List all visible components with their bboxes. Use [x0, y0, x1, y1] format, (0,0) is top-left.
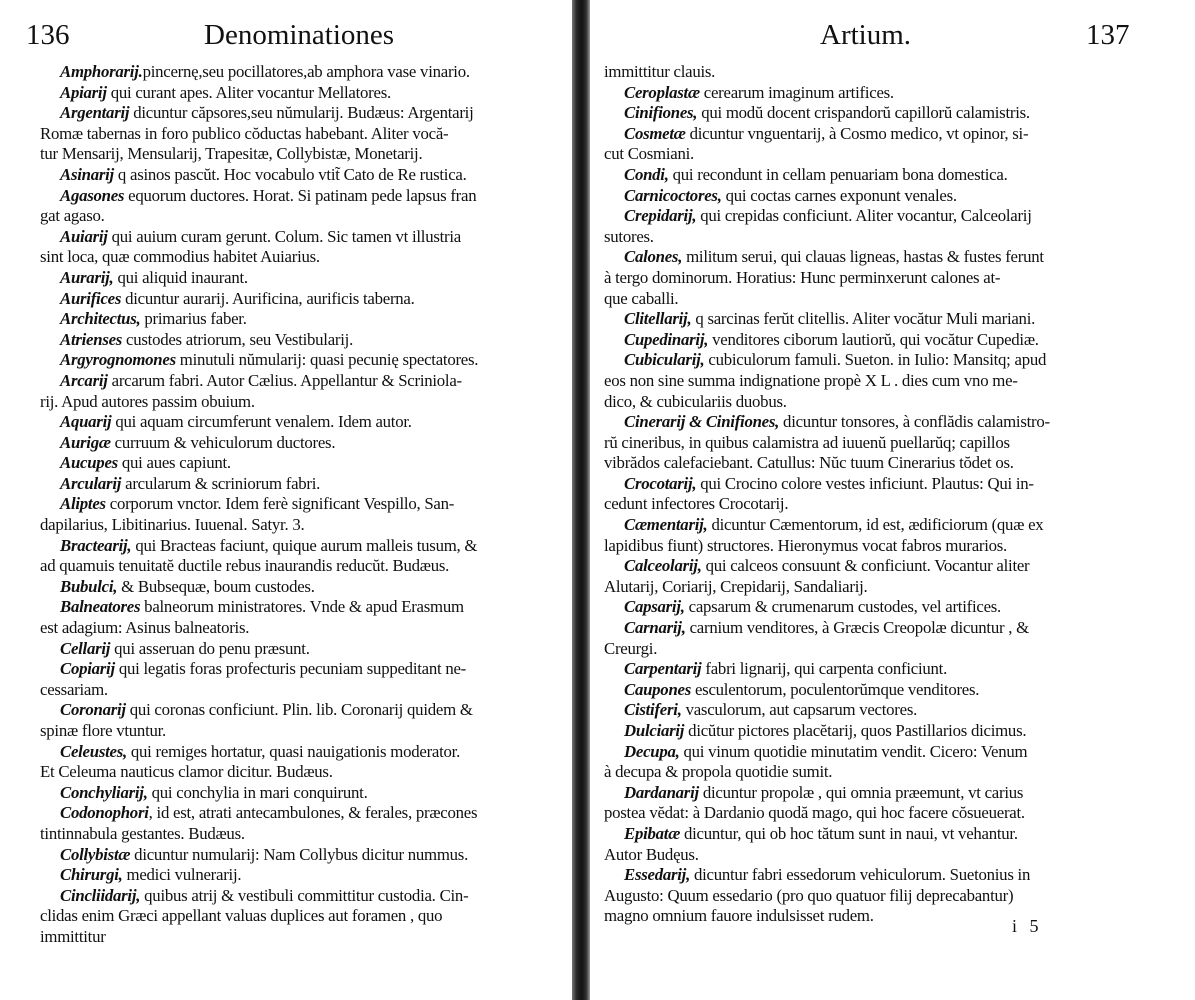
entry-headword: Apiarij: [60, 82, 107, 102]
text-line: [40, 618, 568, 639]
text-line: [604, 680, 1189, 701]
entry-headword: Cinerarij & Cinifiones,: [624, 412, 780, 432]
text-line: [604, 227, 1189, 248]
text-line: [604, 83, 1189, 104]
entry-text: qui aliquid inaurant.: [113, 267, 248, 287]
text-line: [604, 350, 1189, 371]
entry-text: postea vĕdat: à Dardanio quodă mago, qui hoc facere cŏsueuerat.: [604, 803, 1025, 823]
text-line: [40, 453, 568, 474]
entry-text: dicuntur căpsores,seu nŭmularij. Budæus: Argentarij: [129, 103, 474, 123]
text-line: [604, 453, 1189, 474]
entry-text: dicuntur fabri essedorum vehiculorum. Suetonius in: [690, 865, 1031, 885]
entry-headword: Conchyliarij,: [60, 782, 148, 802]
text-line: [604, 742, 1189, 763]
entry-headword: Cellarij: [60, 638, 111, 658]
entry-text: qui Bracteas faciunt, quique aurum malleis tusum, &: [131, 535, 478, 555]
entry-text: qui auium curam gerunt. Colum. Sic tamen vt illustria: [107, 226, 461, 246]
entry-headword: Arcularij: [60, 473, 122, 493]
entry-text: minutuli nŭmularij: quasi pecunię spectatores.: [175, 350, 479, 370]
entry-headword: Calceolarij,: [624, 556, 702, 576]
text-line: [604, 906, 1189, 927]
entry-headword: Agasones: [60, 185, 125, 205]
text-line: [604, 330, 1189, 351]
text-line: [604, 659, 1189, 680]
text-line: [604, 412, 1189, 433]
entry-headword: Cupedinarij,: [624, 329, 709, 349]
entry-headword: Cæmentarij,: [624, 515, 708, 535]
entry-text: corporum vnctor. Idem ferè significant Vespillo, San-: [105, 494, 455, 514]
entry-headword: Collybistæ: [60, 844, 131, 864]
entry-text: spinæ flore vtuntur.: [40, 721, 166, 740]
entry-text: dico, & cubiculariis duobus.: [604, 391, 787, 411]
entry-text: , id est, atrati antecambulones, & ferales, præcones: [148, 803, 478, 823]
text-line: [604, 474, 1189, 495]
entry-headword: Aquarij: [60, 412, 112, 432]
text-line: [40, 289, 568, 310]
text-line: [604, 865, 1189, 886]
text-line: [40, 186, 568, 207]
text-line: [604, 62, 1189, 83]
entry-text: Creurgi.: [604, 638, 658, 658]
entry-text: dicuntur tonsores, à conflădis calamistro-: [779, 412, 1050, 432]
entry-text: qui aues capiunt.: [117, 453, 231, 473]
entry-headword: Cosmetæ: [624, 123, 686, 143]
text-line: [40, 392, 568, 413]
text-line: [604, 556, 1189, 577]
entry-text: carnium venditores, à Græcis Creopolæ dicuntur , &: [685, 618, 1029, 638]
entry-headword: Ceroplastæ: [624, 82, 700, 102]
entry-text: qui aquam circumferunt venalem. Idem autor.: [111, 412, 412, 432]
entry-text: arcarum fabri. Autor Cælius. Appellantur & Scriniola-: [107, 370, 462, 390]
text-line: [40, 906, 568, 927]
text-line: [40, 762, 568, 783]
text-line: [604, 886, 1189, 907]
text-line: [40, 371, 568, 392]
entry-headword: Crocotarij,: [624, 473, 697, 493]
entry-text: cut Cosmiani.: [604, 144, 694, 164]
entry-text: sint loca, quæ commodius habitet Auiarius.: [40, 247, 320, 267]
entry-headword: Capsarij,: [624, 597, 685, 617]
entry-text: esculentorum, poculentorŭmque venditores.: [691, 679, 980, 699]
entry-text: custodes atriorum, seu Vestibularij.: [122, 329, 354, 349]
left-running-head: Denominationes: [204, 19, 395, 51]
entry-headword: Balneatores: [60, 597, 141, 617]
entry-text: eos non sine summa indignatione propè X L . dies cum vno me-: [604, 370, 1018, 390]
text-line: [604, 144, 1189, 165]
text-line: [40, 577, 568, 598]
entry-headword: Chirurgi,: [60, 865, 123, 885]
text-line: [604, 577, 1189, 598]
entry-text: qui asseruan do penu præsunt.: [110, 638, 310, 658]
entry-text: clidas enim Græci appellant valuas duplices aut foramen , quo: [40, 906, 443, 926]
entry-headword: Amphorarij.: [60, 62, 143, 81]
entry-text: qui vinum quotidie minutatim vendit. Cicero: Venum: [679, 741, 1028, 761]
text-line: [604, 639, 1189, 660]
text-line: [40, 639, 568, 660]
entry-text: dicuntur, qui ob hoc tătum sunt in naui, vt vehantur.: [680, 823, 1018, 843]
text-line: [40, 103, 568, 124]
text-line: [40, 721, 568, 742]
entry-headword: Atrienses: [60, 329, 123, 349]
text-line: [40, 124, 568, 145]
text-line: [604, 392, 1189, 413]
text-line: [40, 556, 568, 577]
entry-headword: Condi,: [624, 164, 669, 184]
entry-text: cedunt infectores Crocotarij.: [604, 494, 789, 514]
entry-text: vasculorum, aut capsarum vectores.: [681, 700, 918, 720]
text-line: [40, 865, 568, 886]
text-line: [40, 165, 568, 186]
entry-headword: Aliptes: [60, 494, 106, 514]
entry-text: dicuntur Cæmentorum, id est, ædificiorum (quæ ex: [707, 515, 1044, 535]
text-line: [604, 536, 1189, 557]
text-line: [40, 433, 568, 454]
text-line: [604, 494, 1189, 515]
entry-headword: Cincliidarij,: [60, 885, 141, 905]
text-line: [40, 927, 568, 948]
entry-text: immittitur clauis.: [604, 62, 716, 81]
text-line: [40, 700, 568, 721]
text-line: [604, 186, 1189, 207]
entry-headword: Aurifices: [60, 288, 122, 308]
entry-headword: Copiarij: [60, 659, 115, 679]
text-line: [604, 309, 1189, 330]
entry-text: cessariam.: [40, 679, 108, 699]
entry-text: qui recondunt in cellam penuariam bona domestica.: [668, 164, 1008, 184]
entry-text: sutores.: [604, 226, 654, 246]
text-line: [40, 742, 568, 763]
text-line: [604, 762, 1189, 783]
text-line: [40, 474, 568, 495]
text-line: [604, 289, 1189, 310]
text-line: [40, 845, 568, 866]
text-line: [40, 659, 568, 680]
entry-headword: Carnicoctores,: [624, 185, 722, 205]
text-line: [40, 412, 568, 433]
text-line: [40, 144, 568, 165]
entry-text: pincernę,seu pocillatores,ab amphora vase vinario.: [142, 62, 470, 81]
entry-text: rŭ cineribus, in quibus calamistra ad iuuenŭ puellarŭq; capillos: [604, 432, 1010, 452]
right-running-head: Artium.: [820, 19, 912, 51]
entry-text: curruum & vehiculorum ductores.: [110, 432, 336, 452]
entry-text: dicuntur numularij: Nam Collybus dicitur nummus.: [130, 844, 469, 864]
entry-text: lapidibus fiunt) structores. Hieronymus vocat fabros murarios.: [604, 535, 1008, 555]
entry-headword: Arcarij: [60, 370, 108, 390]
entry-text: primarius faber.: [140, 309, 247, 329]
entry-headword: Bractearij,: [60, 535, 132, 555]
text-line: [40, 824, 568, 845]
entry-text: qui legatis foras profecturis pecuniam suppeditant ne-: [114, 659, 467, 679]
left-text-block: [40, 62, 568, 948]
entry-text: qui curant apes. Aliter vocantur Mellatores.: [106, 82, 391, 102]
entry-headword: Architectus,: [60, 309, 141, 329]
text-line: [604, 845, 1189, 866]
right-page: [590, 0, 1195, 1000]
text-line: [604, 597, 1189, 618]
entry-headword: Argentarij: [60, 103, 130, 123]
entry-text: qui Crocino colore vestes inficiunt. Plautus: Qui in-: [696, 473, 1034, 493]
entry-text: fabri lignarij, qui carpenta conficiunt.: [701, 659, 948, 679]
text-line: [604, 721, 1189, 742]
entry-text: gat agaso.: [40, 206, 105, 226]
entry-text: immittitur: [40, 926, 106, 946]
text-line: [40, 206, 568, 227]
entry-headword: Decupa,: [624, 741, 680, 761]
text-line: [604, 371, 1189, 392]
entry-headword: Clitellarij,: [624, 309, 692, 329]
text-line: [604, 618, 1189, 639]
entry-text: Et Celeuma nauticus clamor dicitur. Budæus.: [40, 762, 333, 782]
text-line: [604, 268, 1189, 289]
entry-text: tur Mensarij, Mensularij, Trapesitæ, Collybistæ, Monetarij.: [40, 144, 423, 164]
entry-text: militum serui, qui clauas ligneas, hastas & fustes ferunt: [682, 247, 1044, 267]
entry-text: qui crepidas conficiunt. Aliter vocantur, Calceolarij: [696, 206, 1032, 226]
entry-text: dapilarius, Libitinarius. Iuuenal. Satyr. 3.: [40, 515, 305, 535]
text-line: [604, 247, 1189, 268]
text-line: [604, 700, 1189, 721]
entry-text: quibus atrij & vestibuli committitur custodia. Cin-: [140, 885, 469, 905]
text-line: [604, 103, 1189, 124]
entry-headword: Asinarij: [60, 164, 114, 184]
text-line: [40, 330, 568, 351]
text-line: [604, 124, 1189, 145]
entry-headword: Cubicularij,: [624, 350, 705, 370]
entry-text: equorum ductores. Horat. Si patinam pede lapsus fran: [124, 185, 477, 205]
entry-text: dicuntur vnguentarij, à Cosmo medico, vt opinor, si-: [685, 123, 1029, 143]
text-line: [40, 536, 568, 557]
entry-text: vibrădos calefaciebant. Catullus: Nŭc tuum Cinerarius tŏdet os.: [604, 453, 1014, 473]
text-line: [604, 433, 1189, 454]
entry-headword: Essedarij,: [624, 865, 691, 885]
right-text-block: [604, 62, 1189, 927]
entry-text: ad quamuis tenuitatĕ ductile rebus inaurandis reducŭt. Budæus.: [40, 556, 450, 576]
book-gutter: [572, 0, 590, 1000]
entry-text: Autor Budęus.: [604, 844, 699, 864]
entry-headword: Calones,: [624, 247, 683, 267]
right-folio: 137: [1086, 19, 1130, 51]
entry-text: balneorum ministratores. Vnde & apud Erasmum: [140, 597, 464, 617]
signature-mark: i 5: [1012, 916, 1043, 936]
entry-text: à tergo dominorum. Horatius: Hunc perminxerunt calones at-: [604, 267, 1001, 287]
entry-headword: Cistiferi,: [624, 700, 682, 720]
entry-headword: Crepidarij,: [624, 206, 697, 226]
text-line: [40, 350, 568, 371]
entry-text: est adagium: Asinus balneatoris.: [40, 618, 250, 638]
left-folio: 136: [26, 19, 70, 51]
entry-text: dicŭtur pictores placĕtarij, quos Pastillarios dicimus.: [684, 721, 1027, 740]
entry-text: rij. Apud autores passim obuium.: [40, 391, 255, 411]
entry-text: q sarcinas ferŭt clitellis. Aliter vocătur Muli mariani.: [691, 309, 1036, 329]
entry-text: & Bubsequæ, boum custodes.: [117, 576, 315, 596]
text-line: [40, 803, 568, 824]
entry-headword: Bubulci,: [60, 576, 118, 596]
entry-text: que caballi.: [604, 288, 679, 308]
entry-text: qui conchylia in mari conquirunt.: [147, 782, 368, 802]
text-line: [40, 247, 568, 268]
entry-text: qui coctas carnes exponunt venales.: [721, 185, 957, 205]
entry-headword: Celeustes,: [60, 741, 127, 761]
text-line: [604, 803, 1189, 824]
text-line: [604, 824, 1189, 845]
text-line: [40, 83, 568, 104]
entry-headword: Carpentarij: [624, 659, 702, 679]
entry-text: Alutarij, Coriarij, Crepidarij, Sandaliarij.: [604, 576, 868, 596]
entry-text: qui coronas conficiunt. Plin. lib. Coronarij quidem &: [125, 700, 473, 720]
entry-headword: Aucupes: [60, 453, 118, 473]
entry-text: dicuntur aurarij. Aurificina, aurificis taberna.: [121, 288, 415, 308]
text-line: [40, 783, 568, 804]
left-page: [0, 0, 572, 1000]
text-line: [40, 597, 568, 618]
text-line: [40, 515, 568, 536]
entry-headword: Caupones: [624, 679, 692, 699]
entry-text: à decupa & propola quotidie sumit.: [604, 762, 833, 782]
entry-headword: Argyrognomones: [60, 350, 176, 370]
entry-headword: Aurigæ: [60, 432, 111, 452]
entry-headword: Auiarij: [60, 226, 108, 246]
entry-text: cubiculorum famuli. Sueton. in Iulio: Mansitq; apud: [704, 350, 1047, 370]
entry-text: dicuntur propolæ , qui omnia præemunt, vt carius: [698, 782, 1024, 802]
text-line: [40, 494, 568, 515]
entry-text: arcularum & scriniorum fabri.: [121, 473, 321, 493]
entry-headword: Codonophori: [60, 803, 149, 823]
entry-text: qui modŭ docent crispandorŭ capillorŭ calamistris.: [697, 103, 1030, 123]
text-line: [604, 515, 1189, 536]
text-line: [40, 268, 568, 289]
entry-text: Romæ tabernas in foro publico cŏductas habebant. Aliter vocă-: [40, 123, 449, 143]
entry-headword: Aurarij,: [60, 267, 114, 287]
entry-headword: Carnarij,: [624, 618, 686, 638]
text-line: [40, 886, 568, 907]
entry-text: venditores ciborum lautiorŭ, qui vocătur Cupediæ.: [708, 329, 1039, 349]
text-line: [40, 309, 568, 330]
entry-headword: Epibatæ: [624, 823, 681, 843]
text-line: [604, 165, 1189, 186]
entry-text: medici vulnerarij.: [122, 865, 242, 885]
entry-text: capsarum & crumenarum custodes, vel artifices.: [684, 597, 1001, 617]
entry-text: tintinnabula gestantes. Budæus.: [40, 823, 245, 843]
entry-headword: Dulciarij: [624, 721, 685, 740]
text-line: [40, 227, 568, 248]
entry-text: q asinos pascŭt. Hoc vocabulo vtit̃ Cato de Re rustica.: [113, 164, 467, 184]
entry-headword: Cinifiones,: [624, 103, 698, 123]
entry-text: cerearum imaginum artifices.: [699, 82, 894, 102]
text-line: [40, 62, 568, 83]
text-line: [40, 680, 568, 701]
entry-headword: Coronarij: [60, 700, 126, 720]
entry-text: qui calceos consuunt & conficiunt. Vocantur aliter: [701, 556, 1030, 576]
text-line: [604, 206, 1189, 227]
entry-text: qui remiges hortatur, quasi nauigationis moderator.: [126, 741, 461, 761]
text-line: [604, 783, 1189, 804]
entry-text: magno omnium fauore indulsisset rudem.: [604, 906, 874, 926]
entry-text: Augusto: Quum essedario (pro quo quatuor filij deprecabantur): [604, 885, 1014, 905]
entry-headword: Dardanarij: [624, 782, 699, 802]
